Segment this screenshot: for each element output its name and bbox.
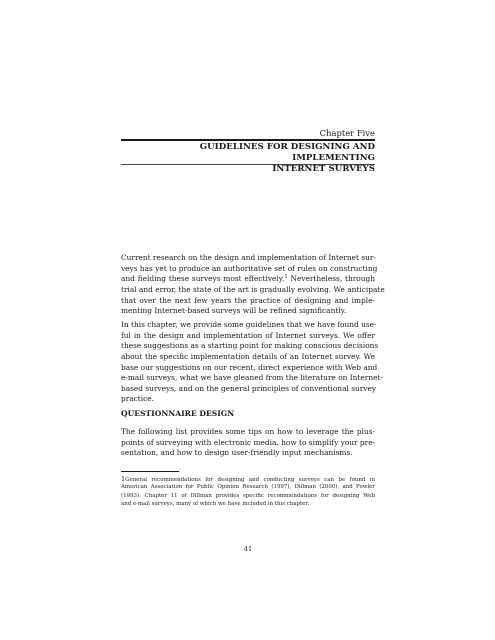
paragraph-line: sentation, and how to design user-friendly input mechanisms. — [121, 448, 353, 458]
footnote-line: and e-mail surveys, many of which we have included in this chapter. — [121, 501, 310, 508]
paragraph-line: based surveys, and on the general principles of conventional survey — [121, 383, 376, 393]
paragraph-tips — [121, 427, 375, 459]
footnote-line — [121, 475, 375, 483]
chapter-title-line-2: INTERNET SURVEYS — [272, 164, 375, 174]
paragraph-line-with-footnote — [121, 274, 375, 285]
chapter-title — [121, 142, 375, 175]
paragraph-intro — [121, 253, 385, 317]
paragraph-line-text: and fielding these surveys most effectively. — [121, 274, 285, 284]
paragraph-line: about the specific implementation details of an Internet survey. We — [121, 351, 375, 361]
chapter-label: Chapter Five — [319, 128, 375, 138]
paragraph-line: veys has yet to produce an authoritative set of rules on constructing — [121, 263, 378, 273]
footnote — [121, 475, 375, 509]
chapter-top-rule — [121, 139, 375, 141]
footnote-marker: 1 — [121, 475, 126, 483]
footnote-reference[interactable]: 1 — [284, 274, 288, 281]
page-number: 41 — [243, 545, 253, 553]
footnote-line: (1993). Chapter 11 of Dillman provides specific recommendations for designing Web — [121, 492, 375, 499]
footnote-line: American Association for Public Opinion Research (1997), Dillman (2000), and Fowler — [121, 484, 375, 491]
paragraph-line: practice. — [121, 394, 155, 404]
footnote-line-text: General recommendations for designing and conducting surveys can be found in — [125, 477, 375, 483]
paragraph-line: base our suggestions on our recent, direct experience with Web and — [121, 362, 378, 372]
footnote-rule — [121, 471, 179, 472]
paragraph-line: points of surveying with electronic media, how to simplify your pre- — [121, 437, 376, 447]
paragraph-guidelines — [121, 320, 383, 405]
paragraph-line: these suggestions as a starting point for making conscious decisions — [121, 341, 379, 351]
chapter-title-line-1: GUIDELINES FOR DESIGNING AND IMPLEMENTING — [199, 142, 375, 163]
paragraph-line-text: Nevertheless, through — [287, 274, 375, 284]
chapter-title-rule — [121, 164, 375, 165]
paragraph-line: trial and error, the state of the art is gradually evolving. We anticipate — [121, 284, 385, 294]
paragraph-line: The following list provides some tips on how to leverage the plus- — [121, 427, 375, 436]
paragraph-line: menting Internet-based surveys will be refined significantly. — [121, 306, 347, 316]
section-heading: QUESTIONNAIRE DESIGN — [121, 409, 235, 418]
paragraph-line: In this chapter, we provide some guidelines that we have found use- — [121, 320, 377, 329]
paragraph-line: Current research on the design and implementation of Internet sur- — [121, 253, 376, 262]
paragraph-line: that over the next few years the practice of designing and imple- — [121, 295, 375, 305]
paragraph-line: e-mail surveys, what we have gleaned from the literature on Internet- — [121, 373, 383, 383]
paragraph-line: ful in the design and implementation of Internet surveys. We offer — [121, 330, 375, 340]
